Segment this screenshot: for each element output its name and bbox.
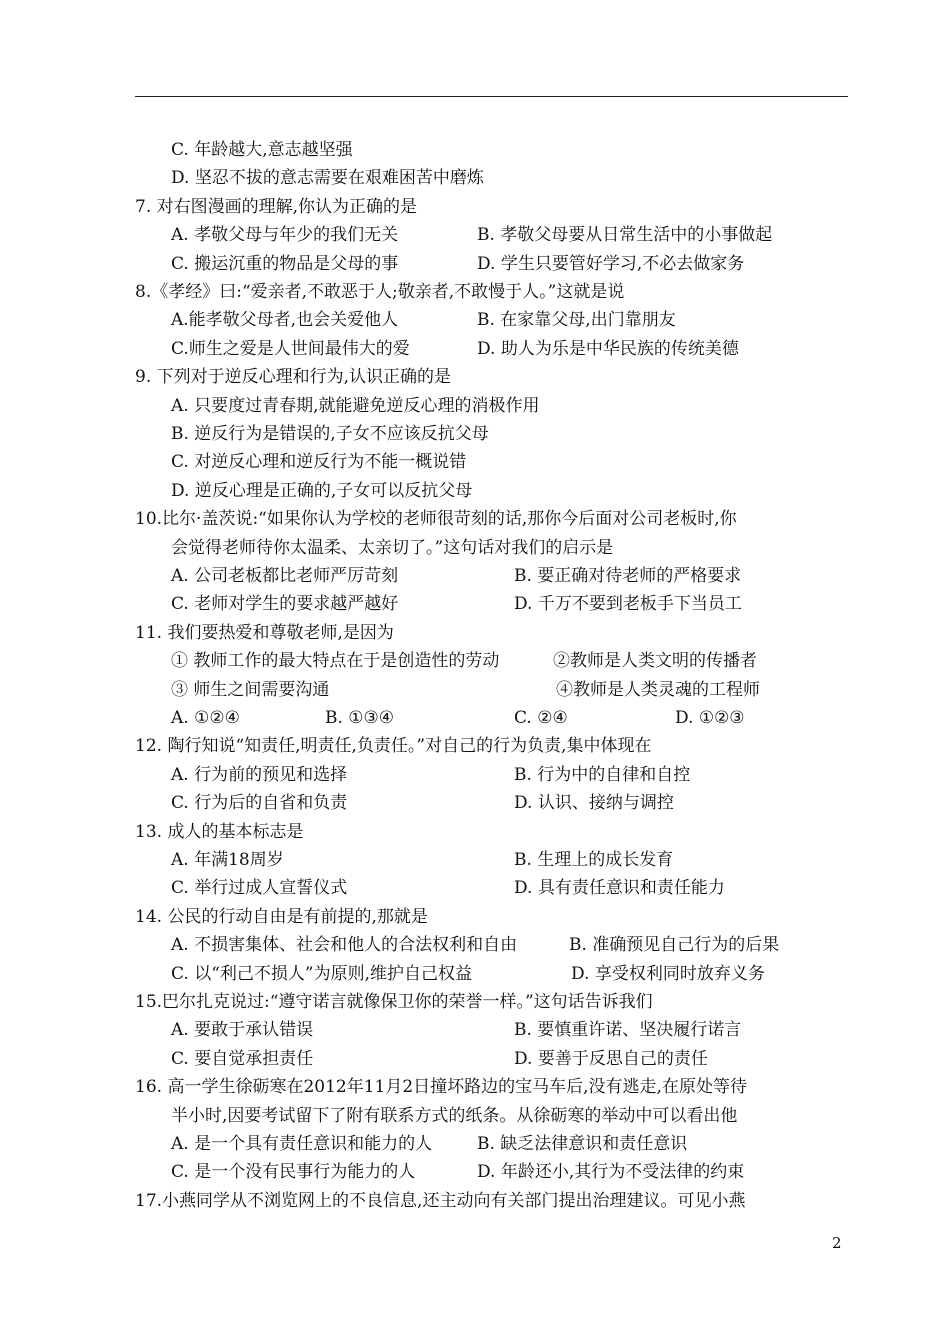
option-text: D. 享受权利同时放弃义务 — [571, 963, 765, 984]
option-text: A. 不损害集体、社会和他人的合法权利和自由 — [171, 935, 518, 956]
option-text: ① 教师工作的最大特点在于是创造性的劳动 — [171, 651, 500, 672]
question-text: 13. 成人的基本标志是 — [135, 821, 304, 842]
question-text: 14. 公民的行动自由是有前提的,那就是 — [135, 906, 428, 927]
question-text: 12. 陶行知说“知责任,明责任,负责任。”对自己的行为负责,集中体现在 — [135, 736, 652, 757]
option-text: D. 千万不要到老板手下当员工 — [514, 594, 742, 615]
question-text: 11. 我们要热爱和尊敬老师,是因为 — [135, 622, 394, 643]
page-number: 2 — [832, 1234, 842, 1252]
option-text: C. 老师对学生的要求越严越好 — [171, 594, 399, 615]
option-text: A. 行为前的预见和选择 — [171, 764, 348, 785]
option-text: B. 生理上的成长发育 — [514, 850, 674, 870]
header-rule — [135, 96, 848, 97]
option-text: B. 逆反行为是错误的,子女不应该反抗父母 — [171, 424, 489, 444]
option-text: D. 年龄还小,其行为不受法律的约束 — [477, 1162, 745, 1183]
option-text: C.师生之爱是人世间最伟大的爱 — [171, 338, 410, 359]
option-text: B. 准确预见自己行为的后果 — [569, 935, 780, 956]
option-text: C. 行为后的自省和负责 — [171, 793, 348, 814]
option-text: D. 学生只要管好学习,不必去做家务 — [477, 253, 745, 274]
option-text: D. ①②③ — [675, 708, 745, 728]
option-text: 半小时,因要考试留下了附有联系方式的纸条。从徐砺寒的举动中可以看出他 — [171, 1105, 738, 1126]
option-text: A. 年满18周岁 — [171, 850, 284, 870]
option-text: ④教师是人类灵魂的工程师 — [556, 679, 760, 700]
option-text: B. 要慎重许诺、坚决履行诺言 — [514, 1020, 742, 1041]
question-text: 10.比尔·盖茨说:“如果你认为学校的老师很苛刻的话,那你今后面对公司老板时,你 — [135, 509, 737, 530]
option-text: C. 举行过成人宣誓仪式 — [171, 878, 348, 899]
option-text: C. 是一个没有民事行为能力的人 — [171, 1162, 416, 1183]
question-text: 8.《孝经》曰:“爱亲者,不敢恶于人;敬亲者,不敢慢于人。”这就是说 — [135, 282, 625, 302]
option-text: C. ②④ — [514, 708, 568, 728]
option-text: B. 缺乏法律意识和责任意识 — [477, 1134, 688, 1154]
option-text: 会觉得老师待你太温柔、太亲切了。”这句话对我们的启示是 — [171, 537, 614, 558]
question-text: 7. 对右图漫画的理解,你认为正确的是 — [135, 196, 418, 217]
option-text: C. 对逆反心理和逆反行为不能一概说错 — [171, 452, 467, 473]
option-text: B. 行为中的自律和自控 — [514, 764, 691, 785]
question-text: 9. 下列对于逆反心理和行为,认识正确的是 — [135, 367, 452, 388]
option-text: D. 认识、接纳与调控 — [514, 793, 674, 814]
option-text: A. 只要度过青春期,就能避免逆反心理的消极作用 — [171, 395, 540, 416]
option-text: C. 年龄越大,意志越坚强 — [171, 140, 353, 160]
option-text: A. 要敢于承认错误 — [171, 1020, 314, 1041]
option-text: A. 公司老板都比老师严厉苛刻 — [171, 566, 399, 586]
option-text: D. 逆反心理是正确的,子女可以反抗父母 — [171, 480, 473, 501]
option-text: B. 在家靠父母,出门靠朋友 — [477, 310, 676, 331]
option-text: D. 要善于反思自己的责任 — [514, 1048, 708, 1069]
option-text: C. 要自觉承担责任 — [171, 1048, 314, 1069]
option-text: D. 助人为乐是中华民族的传统美德 — [477, 338, 739, 359]
option-text: A. ①②④ — [171, 708, 240, 728]
option-text: C. 以“利己不损人”为原则,维护自己权益 — [171, 963, 472, 984]
option-text: A. 是一个具有责任意识和能力的人 — [171, 1134, 433, 1154]
option-text: B. 孝敬父母要从日常生活中的小事做起 — [477, 225, 773, 246]
option-text: D. 具有责任意识和责任能力 — [514, 878, 725, 899]
option-text: A.能孝敬父母者,也会关爱他人 — [171, 310, 399, 331]
option-text: A. 孝敬父母与年少的我们无关 — [171, 225, 399, 246]
option-text: ③ 师生之间需要沟通 — [171, 679, 330, 700]
question-text: 17.小燕同学从不浏览网上的不良信息,还主动向有关部门提出治理建议。可见小燕 — [135, 1190, 746, 1211]
question-text: 16. 高一学生徐砺寒在2012年11月2日撞坏路边的宝马车后,没有逃走,在原处等待 — [135, 1077, 747, 1098]
option-text: B. 要正确对待老师的严格要求 — [514, 566, 742, 586]
option-text: B. ①③④ — [325, 708, 395, 728]
question-text: 15.巴尔扎克说过:“遵守诺言就像保卫你的荣誉一样。”这句话告诉我们 — [135, 992, 653, 1012]
option-text: D. 坚忍不拔的意志需要在艰难困苦中磨炼 — [171, 168, 484, 189]
option-text: C. 搬运沉重的物品是父母的事 — [171, 253, 399, 274]
option-text: ②教师是人类文明的传播者 — [553, 651, 757, 672]
